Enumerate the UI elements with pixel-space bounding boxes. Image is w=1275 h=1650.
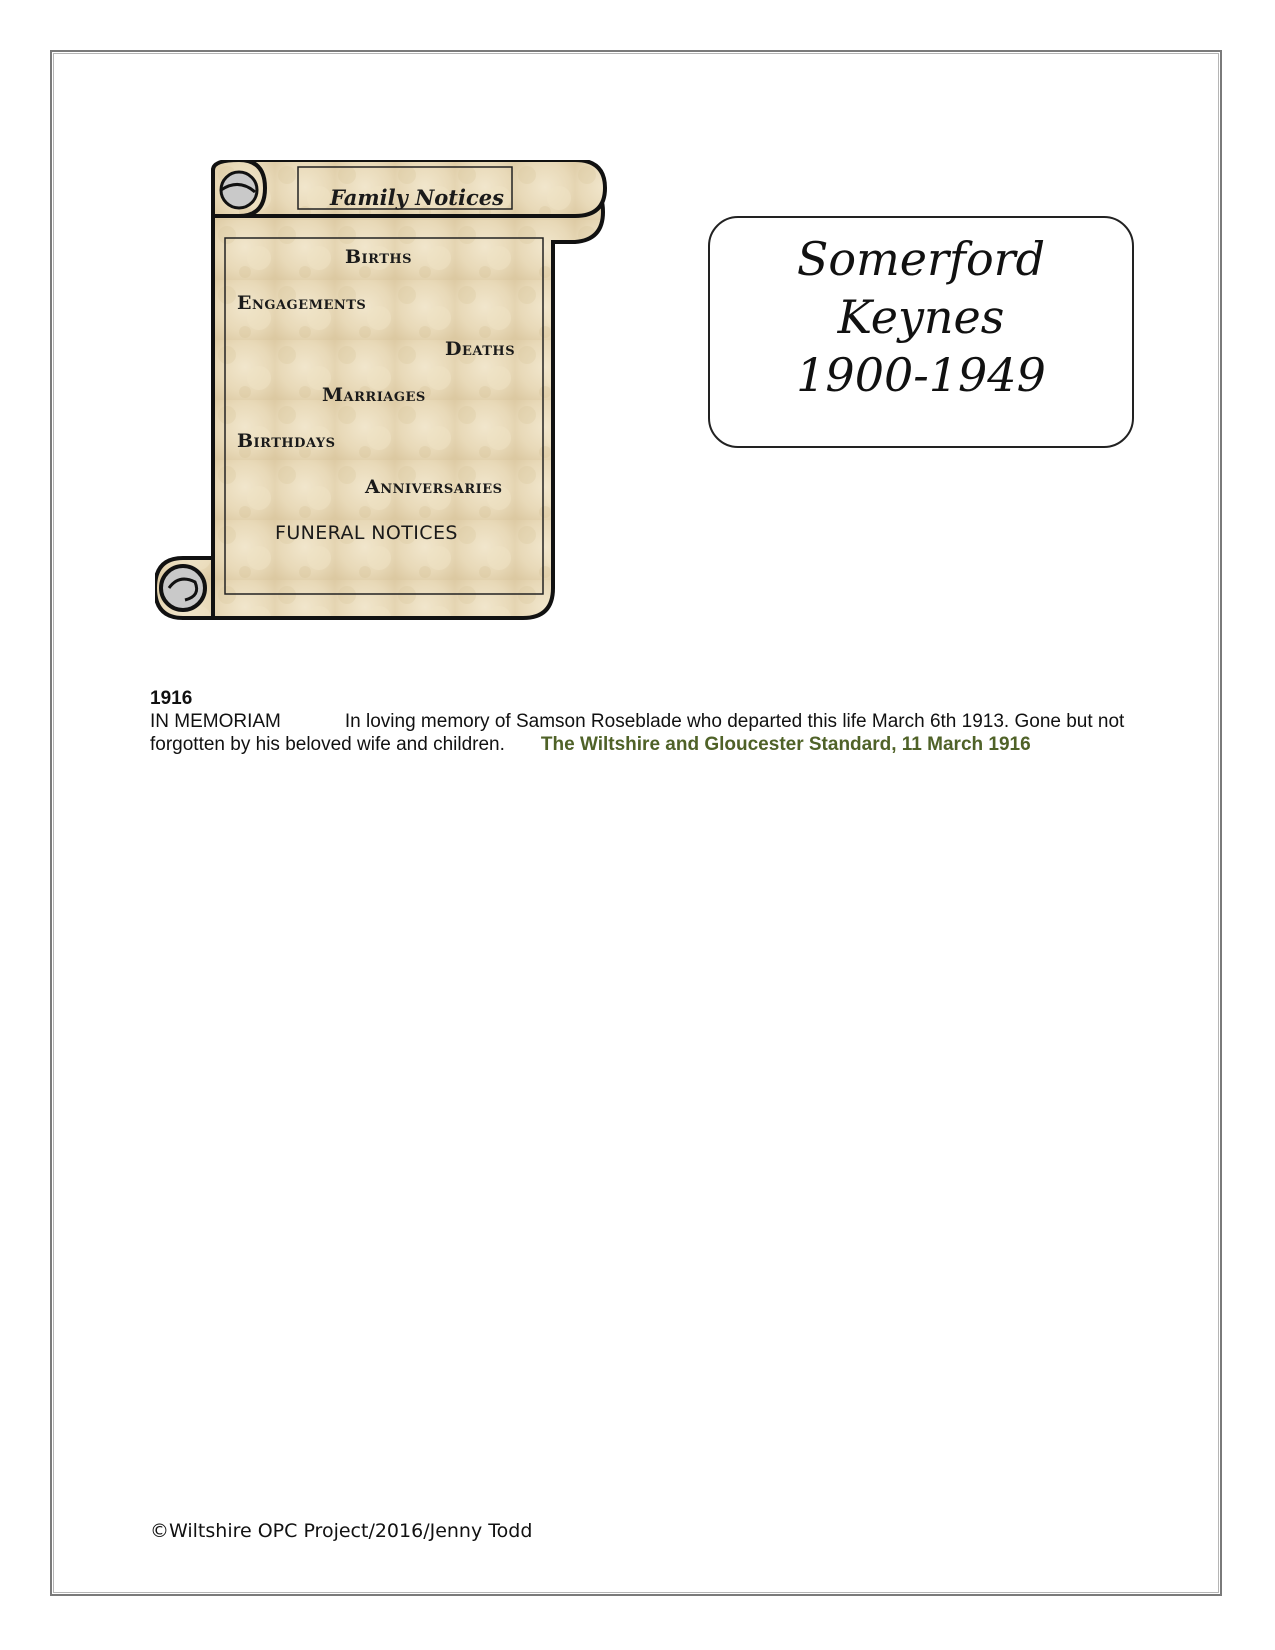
- notice-anniversaries: Anniversaries: [365, 476, 503, 498]
- notice-entry: [150, 687, 1130, 756]
- notice-birthdays: Birthdays: [237, 430, 336, 452]
- notice-deaths: Deaths: [445, 338, 516, 360]
- notice-births: Births: [345, 246, 413, 268]
- entry-text: In loving memory of Samson Roseblade who departed this life March 6th 1913. Gone but not forgotten by his beloved wife and children.: [150, 711, 1125, 755]
- entry-heading: IN MEMORIAM: [150, 711, 281, 732]
- notice-marriages: Marriages: [322, 384, 426, 406]
- scroll-title: Family Notices: [330, 185, 504, 210]
- family-notices-scroll: [155, 160, 635, 650]
- copyright-footer: ©Wiltshire OPC Project/2016/Jenny Todd: [150, 1520, 533, 1542]
- parish-title-box: [708, 216, 1134, 448]
- notice-funeral: FUNERAL NOTICES: [275, 522, 458, 544]
- entry-source: The Wiltshire and Gloucester Standard, 11 March 1916: [540, 734, 1031, 755]
- entry-year: 1916: [150, 688, 193, 709]
- parish-name-line2: Keynes: [837, 290, 1005, 344]
- notice-engagements: Engagements: [237, 292, 367, 314]
- parish-name-line1: Somerford: [796, 232, 1046, 286]
- parish-date-range: 1900-1949: [796, 348, 1046, 402]
